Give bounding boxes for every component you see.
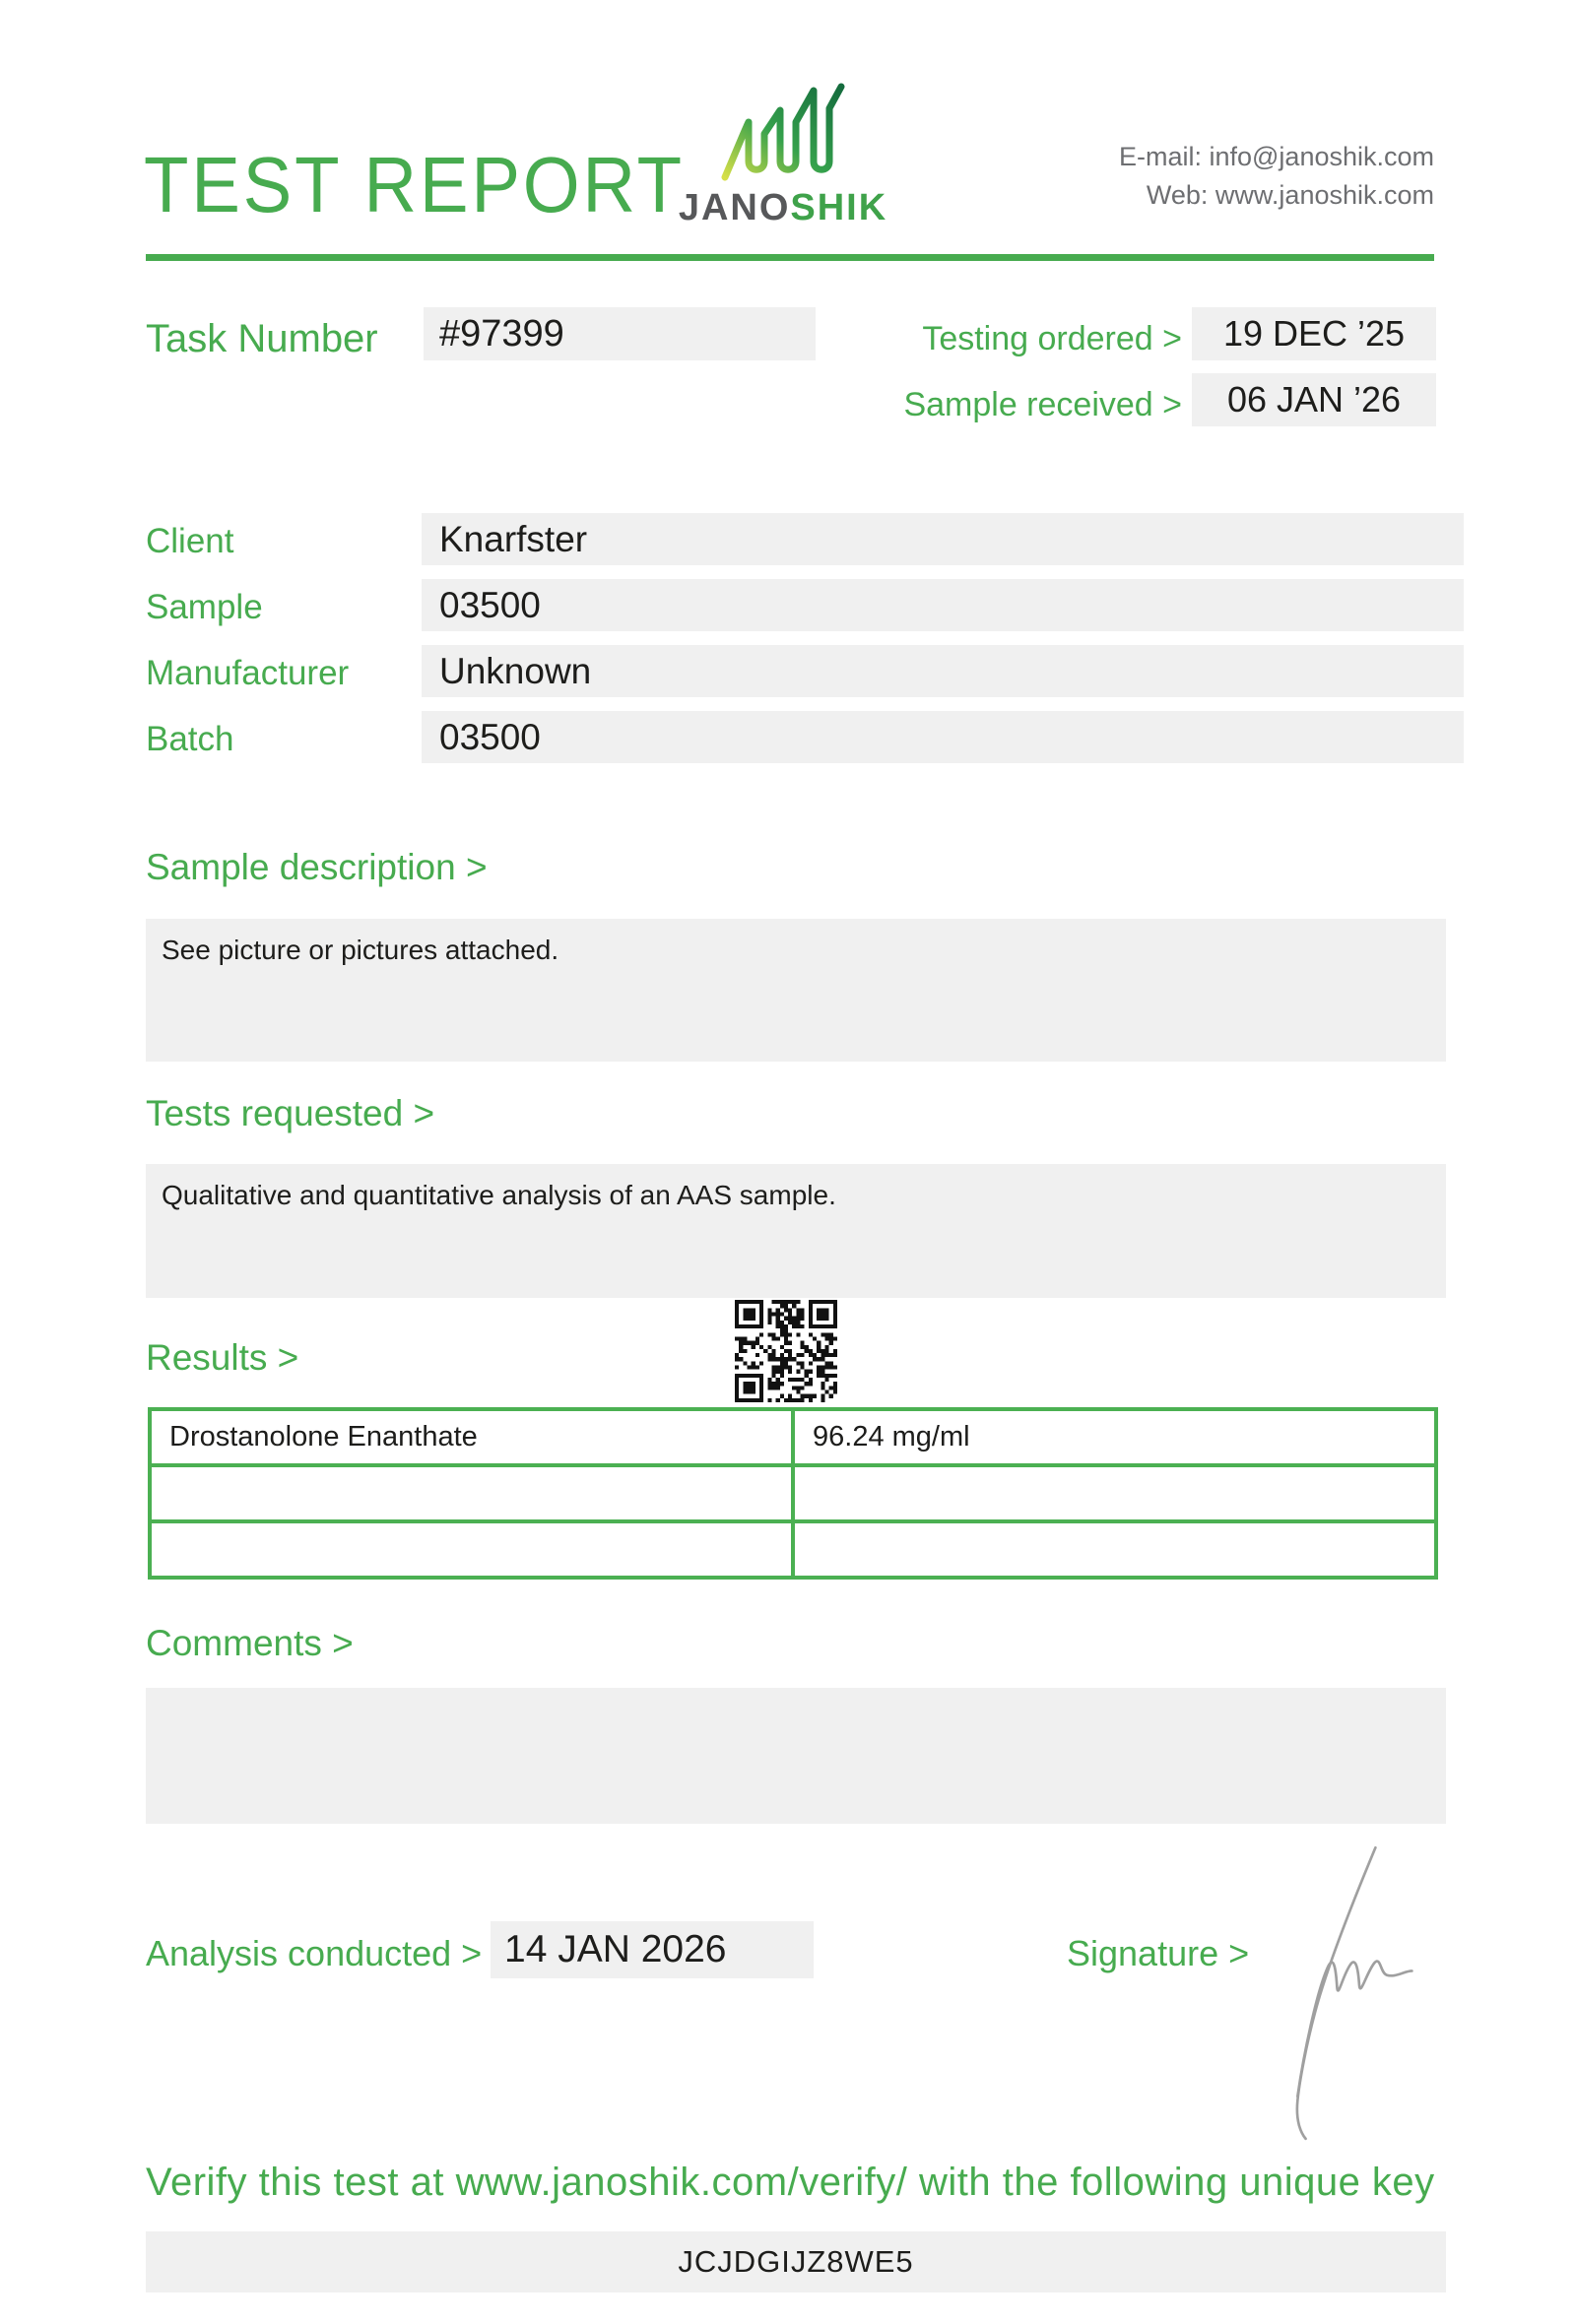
logo-jano: JANO bbox=[678, 187, 791, 228]
signature-image bbox=[1273, 1840, 1448, 2143]
signature-label: Signature > bbox=[1067, 1933, 1250, 1973]
tests-requested-heading: Tests requested > bbox=[146, 1093, 435, 1133]
task-number-label: Task Number bbox=[146, 317, 378, 360]
janoshik-logo bbox=[670, 77, 896, 229]
header-divider bbox=[146, 254, 1434, 261]
table-row bbox=[150, 1409, 1436, 1465]
sample-description-text: See picture or pictures attached. bbox=[162, 935, 559, 965]
results-table bbox=[148, 1407, 1438, 1580]
result-value: 96.24 mg/ml bbox=[793, 1409, 1436, 1465]
task-number-value: #97399 bbox=[424, 307, 816, 360]
logo-wordmark bbox=[670, 187, 896, 229]
sample-description-heading: Sample description > bbox=[146, 847, 488, 887]
client-label: Client bbox=[146, 522, 234, 560]
web-line bbox=[1119, 176, 1434, 215]
comments-heading: Comments > bbox=[146, 1623, 354, 1663]
logo-shik: SHIK bbox=[790, 187, 888, 228]
manufacturer-value: Unknown bbox=[422, 645, 1464, 697]
result-analyte bbox=[150, 1465, 793, 1521]
analysis-conducted-label: Analysis conducted > bbox=[146, 1933, 483, 1973]
contact-block bbox=[1119, 138, 1434, 215]
table-row bbox=[150, 1465, 1436, 1521]
results-heading: Results > bbox=[146, 1337, 299, 1378]
result-analyte: Drostanolone Enanthate bbox=[150, 1409, 793, 1465]
verify-instruction: Verify this test at www.janoshik.com/verify/ with the following unique key bbox=[146, 2161, 1435, 2204]
batch-value: 03500 bbox=[422, 711, 1464, 763]
sample-label: Sample bbox=[146, 588, 263, 626]
qr-code bbox=[735, 1300, 837, 1402]
verify-key: JCJDGIJZ8WE5 bbox=[146, 2231, 1446, 2292]
result-value bbox=[793, 1521, 1436, 1578]
sample-description-box bbox=[146, 919, 1446, 1062]
table-row bbox=[150, 1521, 1436, 1578]
client-value: Knarfster bbox=[422, 513, 1464, 565]
testing-ordered-label: Testing ordered > bbox=[922, 320, 1182, 357]
web-label: Web: bbox=[1146, 180, 1209, 210]
email-label: E-mail: bbox=[1118, 142, 1202, 171]
result-analyte bbox=[150, 1521, 793, 1578]
email-line bbox=[1119, 138, 1434, 176]
tests-requested-box bbox=[146, 1164, 1446, 1298]
sample-received-label: Sample received > bbox=[903, 386, 1182, 423]
page-title: TEST REPORT bbox=[144, 141, 685, 228]
sample-received-value: 06 JAN ’26 bbox=[1192, 373, 1436, 426]
batch-label: Batch bbox=[146, 720, 234, 758]
tests-requested-text: Qualitative and quantitative analysis of an AAS sample. bbox=[162, 1180, 836, 1210]
result-value bbox=[793, 1465, 1436, 1521]
manufacturer-label: Manufacturer bbox=[146, 654, 350, 692]
web-value: www.janoshik.com bbox=[1215, 180, 1434, 210]
growth-chart-icon bbox=[709, 77, 857, 187]
testing-ordered-value: 19 DEC ’25 bbox=[1192, 307, 1436, 360]
comments-box bbox=[146, 1688, 1446, 1824]
email-value: info@janoshik.com bbox=[1209, 142, 1434, 171]
analysis-date-value: 14 JAN 2026 bbox=[491, 1921, 814, 1978]
sample-value: 03500 bbox=[422, 579, 1464, 631]
